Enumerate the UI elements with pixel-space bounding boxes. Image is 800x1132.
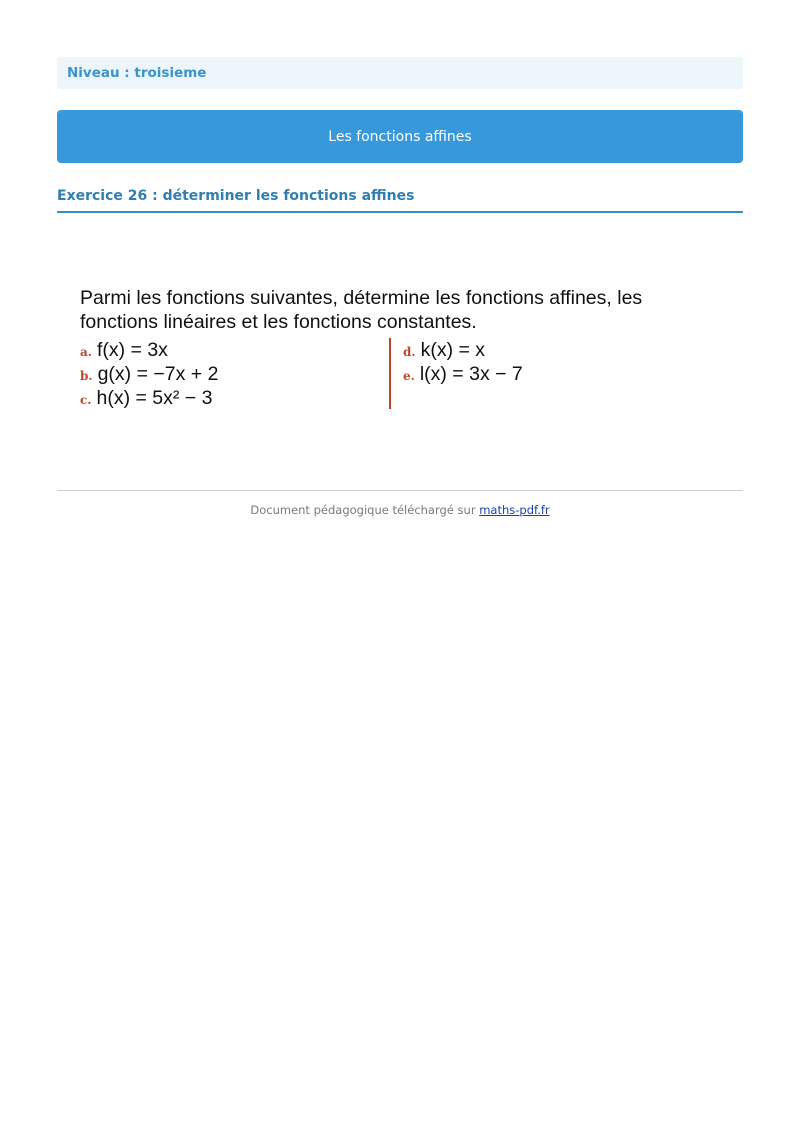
item-letter: b. (80, 369, 93, 383)
list-item (403, 338, 523, 362)
list-item (80, 338, 218, 362)
items-left-column (80, 338, 218, 410)
exercise-heading (57, 185, 743, 213)
item-letter: d. (403, 345, 416, 359)
item-expression: f(x) = 3x (96, 339, 168, 361)
list-item (80, 386, 218, 410)
list-item (403, 362, 523, 386)
list-item (80, 362, 218, 386)
item-letter: e. (403, 369, 415, 383)
footer-divider (57, 490, 743, 491)
item-expression: h(x) = 5x² − 3 (96, 387, 213, 409)
exercise-statement: Parmi les fonctions suivantes, détermine les fonctions affines, les fonctions linéaires et les fonctions constantes. (80, 287, 643, 333)
item-expression: g(x) = −7x + 2 (97, 363, 219, 385)
page-title: Les fonctions affines (328, 128, 472, 145)
exercise-title: Exercice 26 : déterminer les fonctions affines (57, 188, 415, 204)
column-divider (389, 338, 391, 409)
footer-link[interactable]: maths-pdf.fr (479, 503, 550, 517)
items-right-column (403, 338, 523, 386)
item-letter: c. (80, 393, 92, 407)
item-expression: k(x) = x (420, 339, 486, 361)
level-label: Niveau : troisieme (67, 65, 207, 81)
title-banner (57, 110, 743, 163)
item-letter: a. (80, 345, 92, 359)
item-expression: l(x) = 3x − 7 (419, 363, 523, 385)
level-bar (57, 57, 743, 89)
footer (57, 503, 743, 517)
footer-text: Document pédagogique téléchargé sur (250, 503, 480, 517)
